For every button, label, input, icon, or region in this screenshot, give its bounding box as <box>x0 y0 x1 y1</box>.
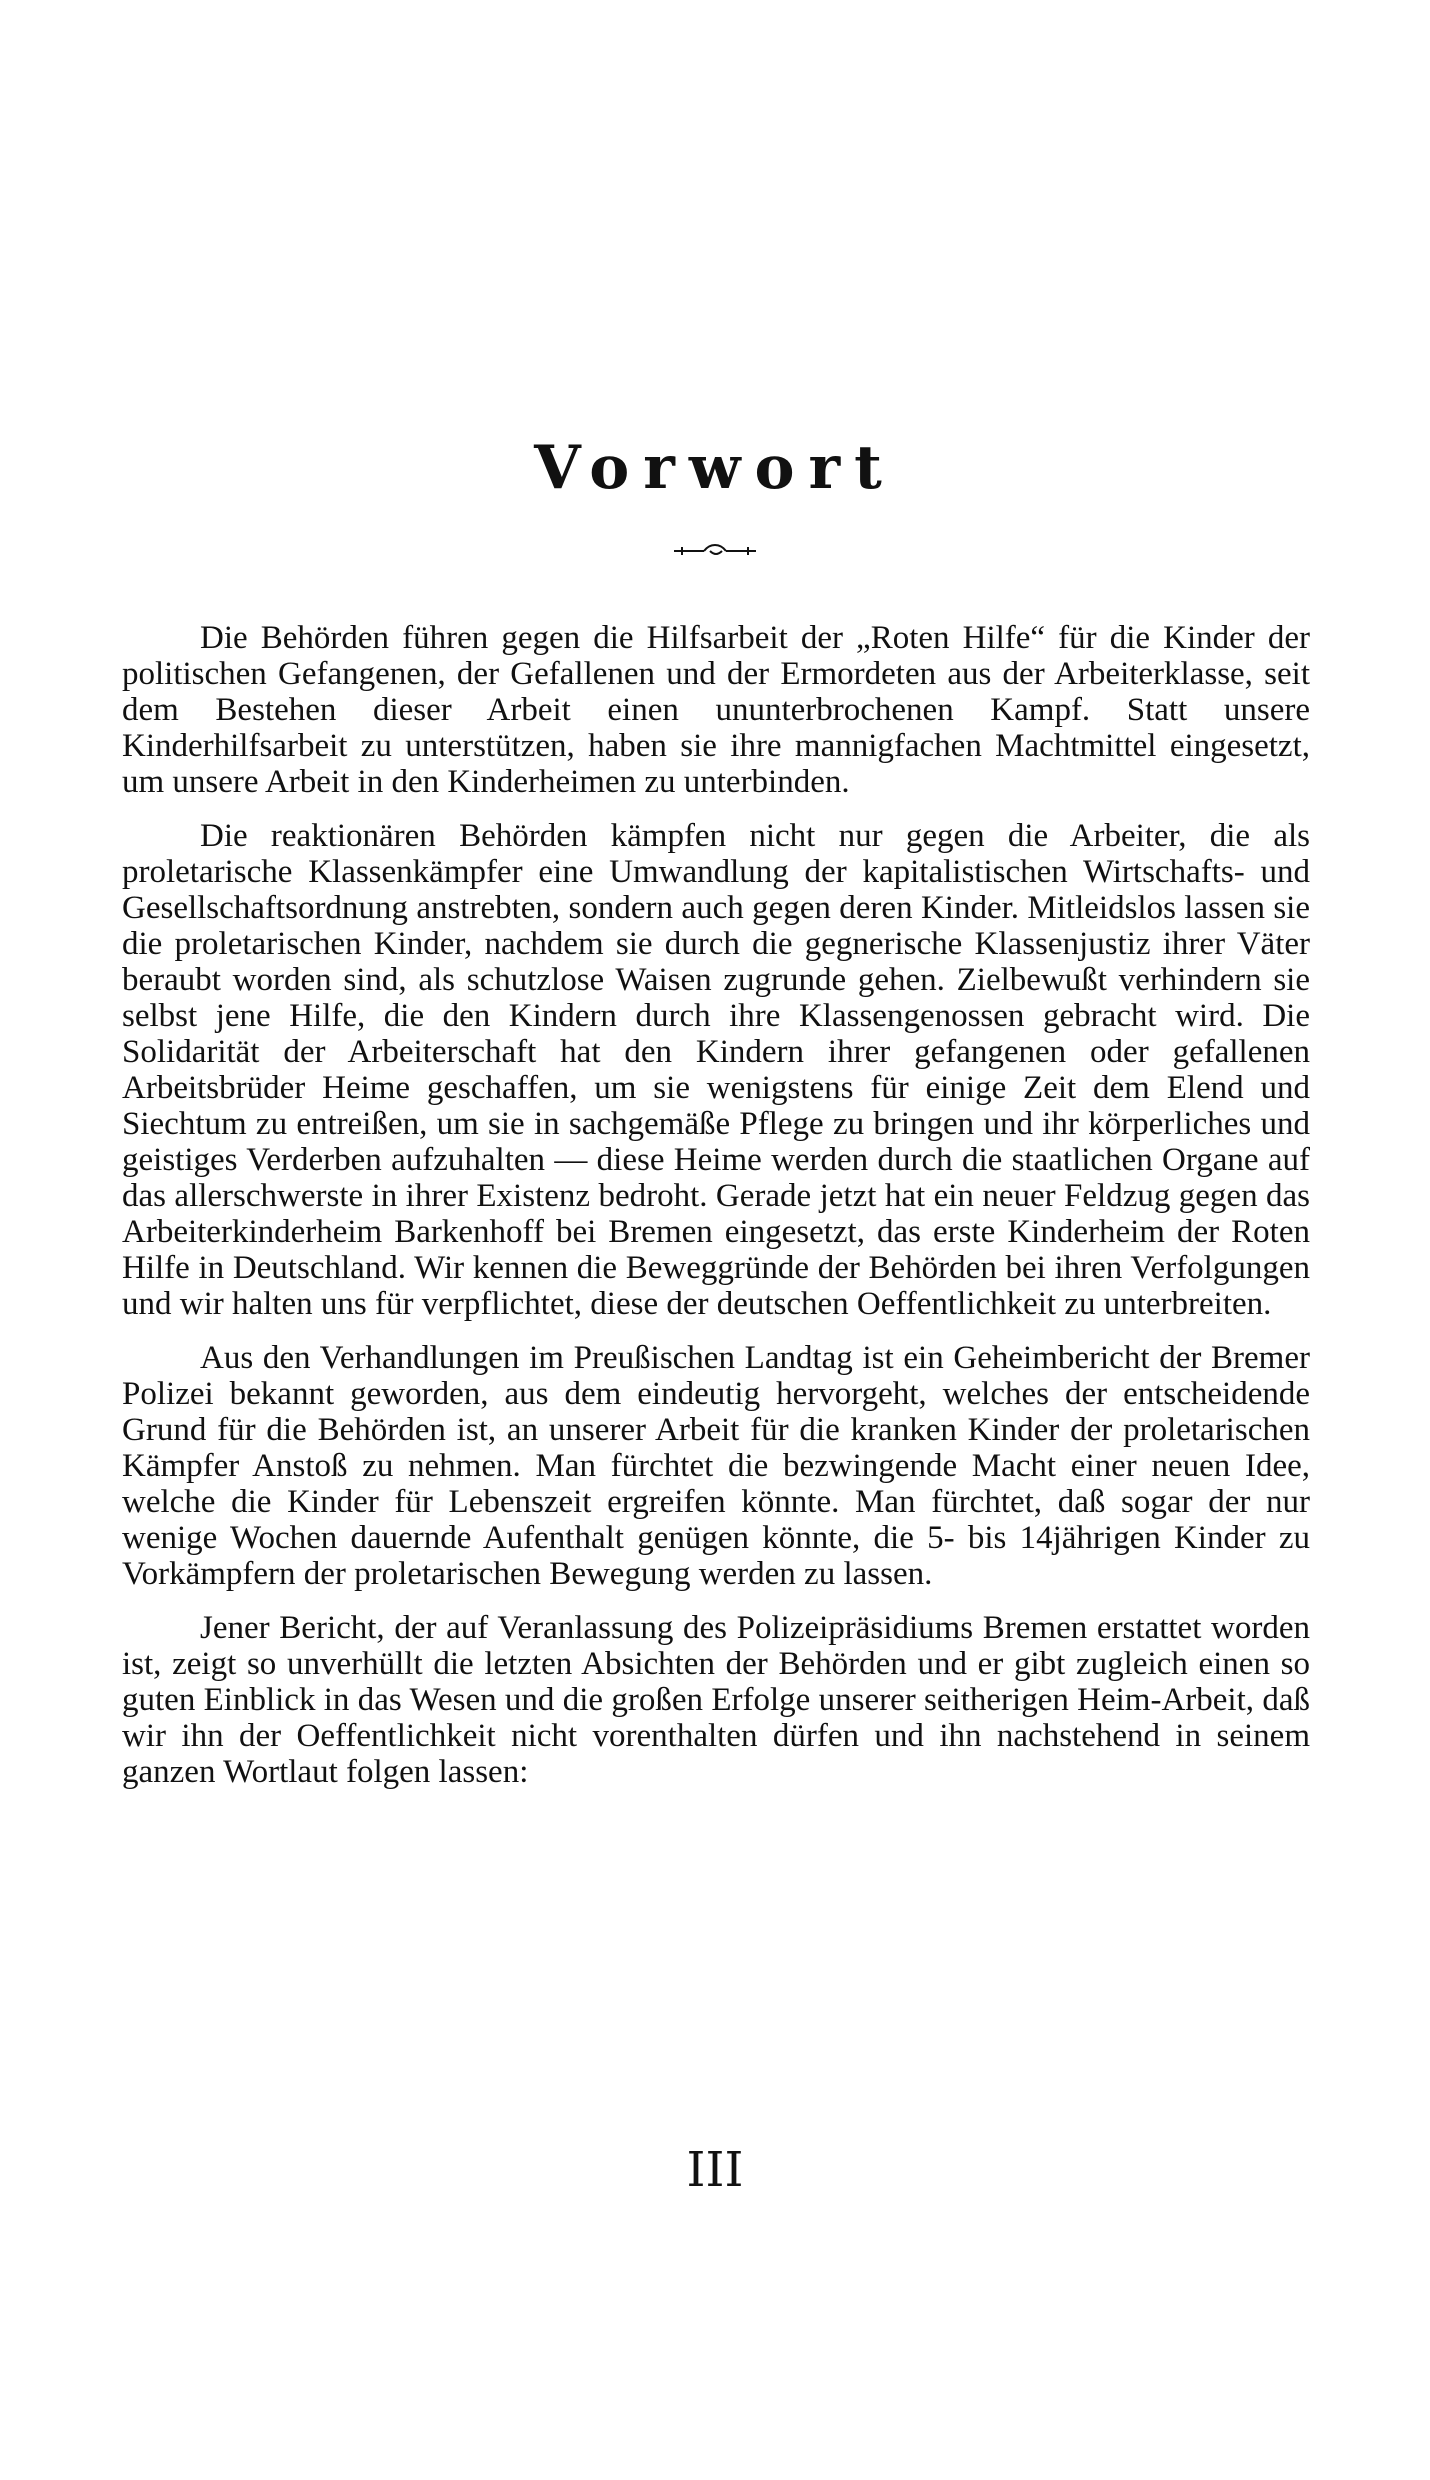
paragraph: Jener Bericht, der auf Veranlassung des Polizeipräsidiums Bremen erstattet worden ist, zeigt so unverhüllt die letzten Absichten der Behörden und er gibt zugleich einen so guten Einblick in das Wesen und die großen Erfolge unserer seitherigen Heim-Arbeit, daß wir ihn der Oeffentlichkeit nicht vorenthalten dürfen und ihn nachstehend in seinem ganzen Wortlaut folgen lassen: <box>122 1610 1310 1790</box>
paragraph: Aus den Verhandlungen im Preußischen Landtag ist ein Geheimbericht der Bremer Polizei bekannt geworden, aus dem eindeutig hervorgeht, welches der entscheidende Grund für die Behörden ist, an unserer Arbeit für die kranken Kinder der proletarischen Kämpfer Anstoß zu nehmen. Man fürchtet die bezwingende Macht einer neuen Idee, welche die Kinder für Lebenszeit ergreifen könnte. Man fürchtet, daß sogar der nur wenige Wochen dauernde Aufenthalt genügen könnte, die 5- bis 14jährigen Kinder zu Vorkämpfern der proletarischen Bewegung werden zu lassen. <box>122 1340 1310 1592</box>
flourish-divider-icon <box>0 540 1430 564</box>
foreword-body <box>122 620 1310 1808</box>
paragraph: Die Behörden führen gegen die Hilfsarbeit der „Roten Hilfe“ für die Kinder der politischen Gefangenen, der Gefallenen und der Ermordeten aus der Arbeiterklasse, seit dem Bestehen dieser Arbeit einen ununterbrochenen Kampf. Statt unsere Kinderhilfsarbeit zu unterstützen, haben sie ihre mannigfachen Machtmittel eingesetzt, um unsere Arbeit in den Kinderheimen zu unterbinden. <box>122 620 1310 800</box>
page-number: III <box>686 2142 744 2198</box>
paragraph: Die reaktionären Behörden kämpfen nicht nur gegen die Arbeiter, die als proletarische Klassenkämpfer eine Umwandlung der kapitalistischen Wirtschafts- und Gesellschaftsordnung anstrebten, sondern auch gegen deren Kinder. Mitleidslos lassen sie die proletarischen Kinder, nachdem sie durch die gegnerische Klassenjustiz ihrer Väter beraubt worden sind, als schutzlose Waisen zugrunde gehen. Zielbewußt verhindern sie selbst jene Hilfe, die den Kindern durch ihre Klassengenossen gebracht wird. Die Solidarität der Arbeiterschaft hat den Kindern ihrer gefangenen oder gefallenen Arbeitsbrüder Heime geschaffen, um sie wenigstens für einige Zeit dem Elend und Siechtum zu entreißen, um sie in sachgemäße Pflege zu bringen und ihr körperliches und geistiges Verderben aufzuhalten — diese Heime werden durch die staatlichen Organe auf das allerschwerste in ihrer Existenz bedroht. Gerade jetzt hat ein neuer Feldzug gegen das Arbeiterkinderheim Barkenhoff bei Bremen eingesetzt, das erste Kinderheim der Roten Hilfe in Deutschland. Wir kennen die Beweggründe der Behörden bei ihren Verfolgungen und wir halten uns für verpflichtet, diese der deutschen Oeffentlichkeit zu unterbreiten. <box>122 818 1310 1322</box>
page-title: Vorwort <box>534 433 896 503</box>
